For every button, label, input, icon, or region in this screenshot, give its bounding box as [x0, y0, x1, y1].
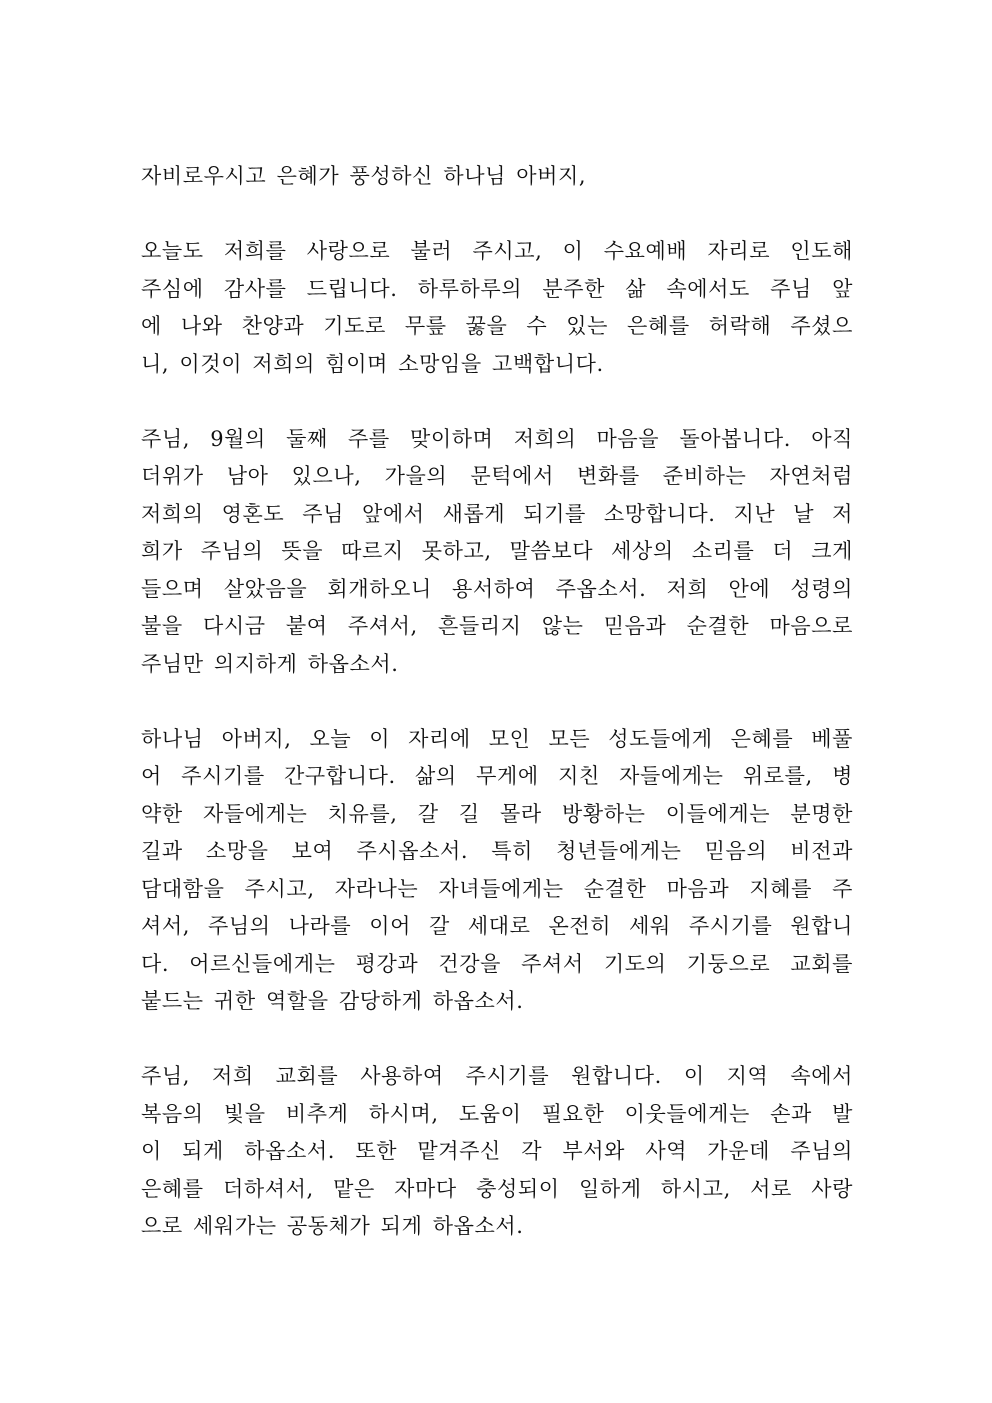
text-line: 희가 주님의 뜻을 따르지 못하고, 말씀보다 세상의 소리를 더 크게 — [141, 539, 853, 563]
text-line: 주님만 의지하게 하옵소서. — [141, 651, 399, 676]
text-line: 복음의 빛을 비추게 하시며, 도움이 필요한 이웃들에게는 손과 발 — [141, 1101, 853, 1126]
text-line: 셔서, 주님의 나라를 이어 갈 세대로 온전히 세워 주시기를 원합니 — [141, 914, 853, 938]
text-line: 불을 다시금 붙여 주셔서, 흔들리지 않는 믿음과 순결한 마음으로 — [141, 614, 853, 638]
text-line: 주심에 감사를 드립니다. 하루하루의 분주한 삶 속에서도 주님 앞 — [141, 276, 853, 301]
text-line: 주님, 저희 교회를 사용하여 주시기를 원합니다. 이 지역 속에서 — [141, 1064, 853, 1088]
paragraph-2 — [141, 421, 853, 684]
text-line: 어 주시기를 간구합니다. 삶의 무게에 지친 자들에게는 위로를, 병 — [141, 764, 853, 788]
text-line: 길과 소망을 보여 주시옵소서. 특히 청년들에게는 믿음의 비전과 — [141, 839, 853, 863]
text-line: 주님, 9월의 둘째 주를 맞이하며 저희의 마음을 돌아봅니다. 아직 — [141, 426, 853, 451]
text-line: 은혜를 더하셔서, 맡은 자마다 충성되이 일하게 하시고, 서로 사랑 — [141, 1176, 853, 1201]
prayer-text — [141, 158, 853, 1283]
paragraph-3 — [141, 721, 853, 1021]
text-line: 약한 자들에게는 치유를, 갈 길 몰라 방황하는 이들에게는 분명한 — [141, 801, 853, 826]
text-line: 으로 세워가는 공동체가 되게 하옵소서. — [141, 1214, 524, 1238]
text-line: 더위가 남아 있으나, 가을의 문턱에서 변화를 준비하는 자연처럼 — [141, 464, 853, 488]
text-line: 니, 이것이 저희의 힘이며 소망임을 고백합니다. — [141, 351, 604, 376]
text-line: 하나님 아버지, 오늘 이 자리에 모인 모든 성도들에게 은혜를 베풀 — [141, 726, 853, 751]
greeting-paragraph — [141, 158, 853, 196]
text-line: 에 나와 찬양과 기도로 무릎 꿇을 수 있는 은혜를 허락해 주셨으 — [141, 314, 853, 338]
text-line: 이 되게 하옵소서. 또한 맡겨주신 각 부서와 사역 가운데 주님의 — [141, 1139, 853, 1163]
greeting-line: 자비로우시고 은혜가 풍성하신 하나님 아버지, — [141, 164, 587, 188]
paragraph-4 — [141, 1058, 853, 1246]
text-line: 들으며 살았음을 회개하오니 용서하여 주옵소서. 저희 안에 성령의 — [141, 576, 853, 601]
text-line: 담대함을 주시고, 자라나는 자녀들에게는 순결한 마음과 지혜를 주 — [141, 876, 853, 901]
text-line: 저희의 영혼도 주님 앞에서 새롭게 되기를 소망합니다. 지난 날 저 — [141, 501, 853, 526]
paragraph-1 — [141, 233, 853, 383]
text-line: 붙드는 귀한 역할을 감당하게 하옵소서. — [141, 989, 524, 1013]
text-line: 오늘도 저희를 사랑으로 불러 주시고, 이 수요예배 자리로 인도해 — [141, 239, 853, 263]
text-line: 다. 어르신들에게는 평강과 건강을 주셔서 기도의 기둥으로 교회를 — [141, 951, 853, 976]
